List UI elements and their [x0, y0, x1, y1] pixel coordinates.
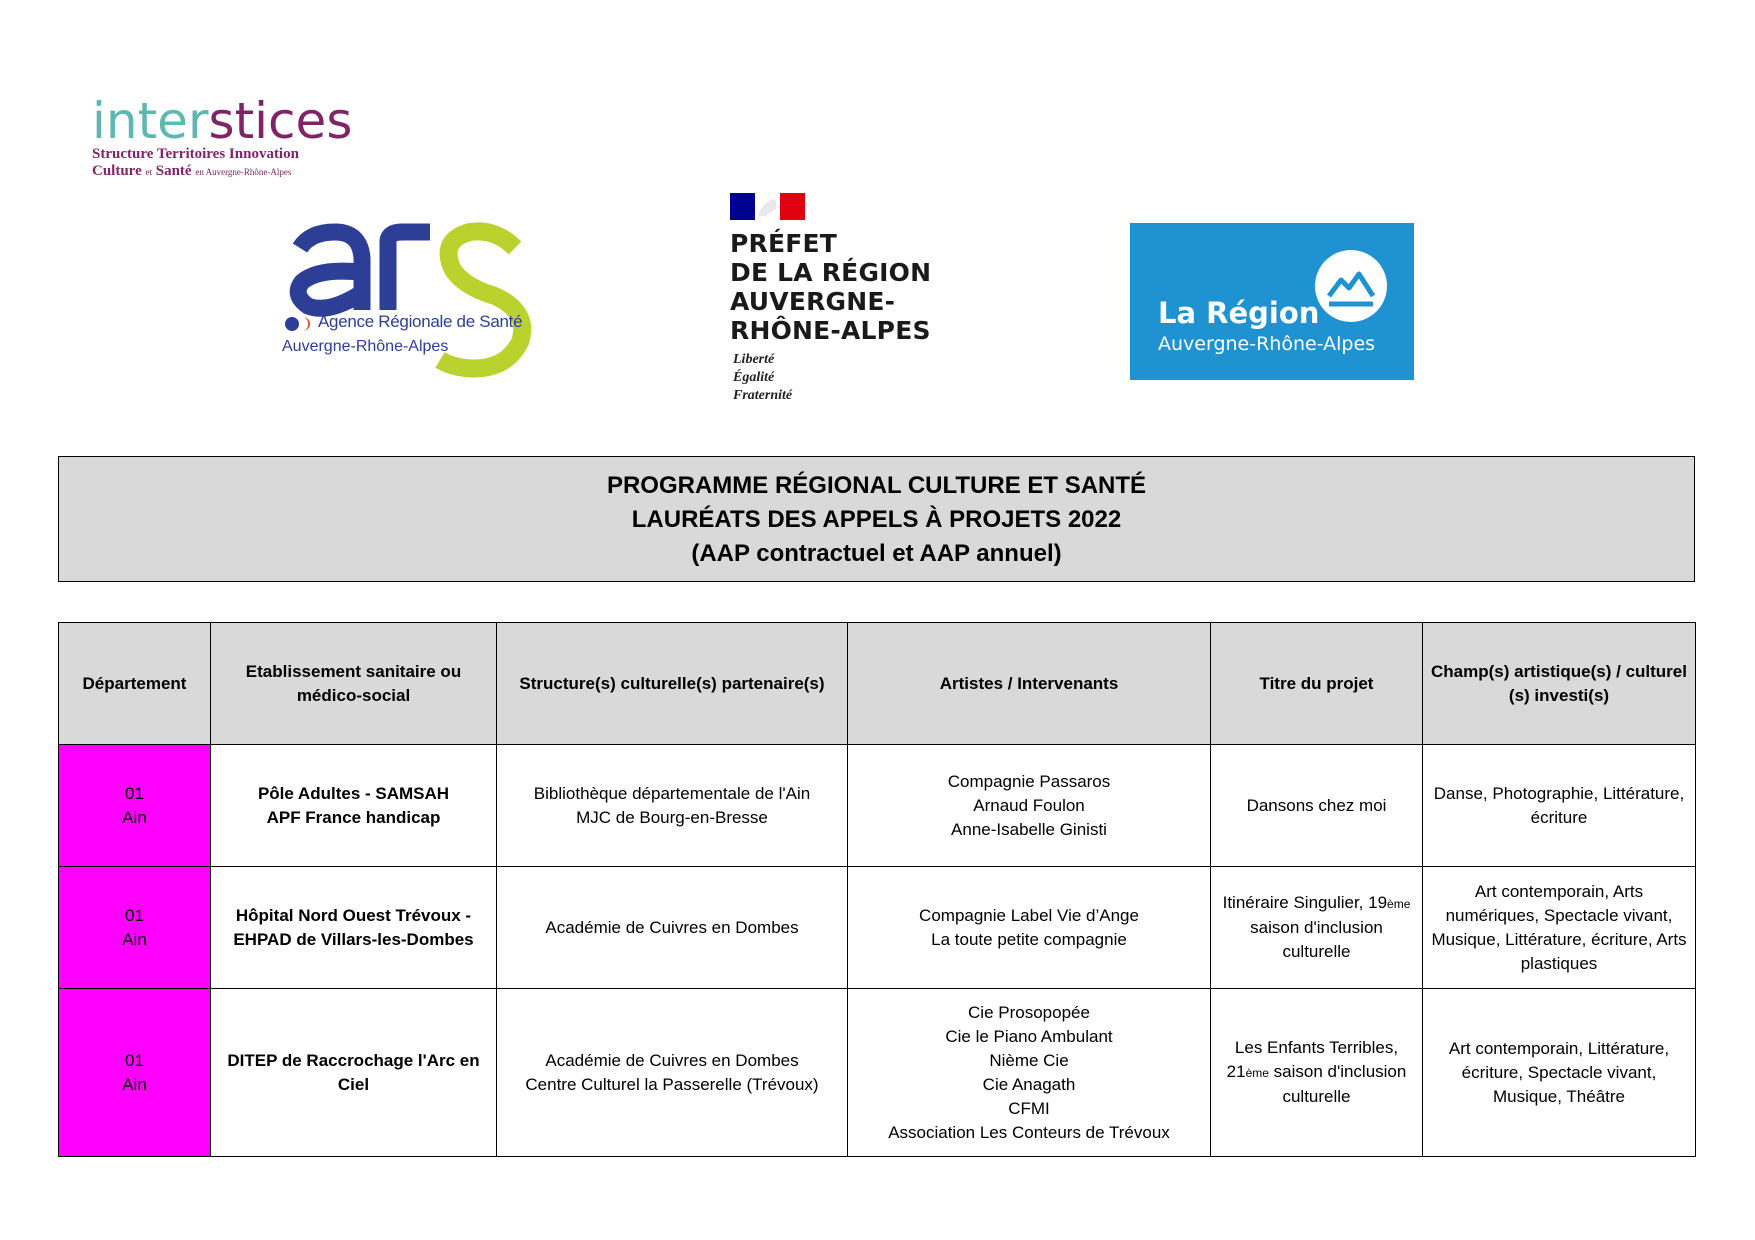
prefet-line-4: RHÔNE-ALPES	[730, 316, 931, 345]
artist-line: Compagnie Label Vie d’Ange	[919, 905, 1139, 925]
table-row	[59, 745, 1696, 867]
artist-line: Anne-Isabelle Ginisti	[951, 819, 1107, 839]
table-row	[59, 867, 1696, 989]
laureates-table	[58, 622, 1696, 1157]
table-header-row	[59, 623, 1696, 745]
cell-departement	[59, 745, 211, 867]
ars-mark-graphic	[280, 220, 550, 380]
interstices-wordmark	[92, 92, 353, 150]
marianne-flag-icon	[730, 193, 805, 220]
header-titre: Titre du projet	[1211, 623, 1423, 745]
ars-logo	[280, 220, 550, 380]
la-region-logo	[1130, 223, 1414, 380]
header-artistes: Artistes / Intervenants	[848, 623, 1211, 745]
table-row	[59, 989, 1696, 1157]
artist-line: CFMI	[1008, 1098, 1050, 1118]
artist-line: Compagnie Passaros	[947, 771, 1111, 791]
header-departement: Département	[59, 623, 211, 745]
prefet-motto	[733, 351, 792, 405]
cell-structures	[497, 745, 848, 867]
prefet-line-2: DE LA RÉGION	[730, 258, 932, 287]
interstices-tagline-2	[92, 163, 332, 181]
titre-ordinal: ème	[1245, 1066, 1269, 1080]
motto-fraternite: Fraternité	[733, 388, 793, 403]
artist-line: La toute petite compagnie	[931, 929, 1127, 949]
prefet-logo	[730, 193, 970, 408]
title-line-1: PROGRAMME RÉGIONAL CULTURE ET SANTÉ	[606, 472, 1147, 499]
cell-titre	[1211, 989, 1423, 1157]
artist-line: Arnaud Foulon	[973, 795, 1085, 815]
dep-name: Ain	[122, 929, 147, 949]
artist-line: Cie Prosopopée	[968, 1002, 1090, 1022]
titre-text-b: saison d'inclusion culturelle	[1250, 918, 1383, 961]
interstices-word-teal: inter	[92, 92, 209, 150]
cell-departement	[59, 867, 211, 989]
artist-line: Association Les Conteurs de Trévoux	[888, 1122, 1170, 1142]
dep-code: 01	[125, 1050, 144, 1070]
prefet-line-1: PRÉFET	[730, 229, 838, 258]
etab-line: DITEP de Raccrochage l'Arc en Ciel	[227, 1050, 480, 1094]
structure-line: Académie de Cuivres en Dombes	[545, 917, 799, 937]
cell-artistes	[848, 745, 1211, 867]
header-structures: Structure(s) culturelle(s) partenaire(s)	[497, 623, 848, 745]
dep-code: 01	[125, 905, 144, 925]
cell-departement	[59, 989, 211, 1157]
interstices-tagline-region: en Auvergne-Rhône-Alpes	[195, 167, 292, 177]
etab-line: EHPAD de Villars-les-Dombes	[233, 929, 474, 949]
motto-liberte: Liberté	[733, 352, 775, 367]
title-line-3: (AAP contractuel et AAP annuel)	[691, 540, 1062, 567]
cell-etablissement	[211, 745, 497, 867]
la-region-title: La Région	[1158, 296, 1320, 330]
etab-line: Hôpital Nord Ouest Trévoux -	[235, 905, 472, 925]
etab-line: APF France handicap	[266, 807, 441, 827]
cell-titre	[1211, 867, 1423, 989]
titre-text-b: saison d'inclusion culturelle	[1268, 1062, 1407, 1106]
titre-text-a: Les Enfants Terribles, 21	[1226, 1038, 1399, 1081]
interstices-tagline-sante: Santé	[155, 163, 192, 179]
cell-champs: Danse, Photographie, Littérature, écriture	[1423, 745, 1696, 867]
interstices-word-plum: stices	[208, 92, 353, 150]
structure-line: Académie de Cuivres en Dombes	[545, 1050, 799, 1070]
cell-champs: Art contemporain, Littérature, écriture, Spectacle vivant, Musique, Théâtre	[1423, 989, 1696, 1157]
artist-line: Cie Anagath	[982, 1074, 1076, 1094]
cell-etablissement	[211, 867, 497, 989]
header-etablissement: Etablissement sanitaire ou médico-social	[211, 623, 497, 745]
structure-line: Bibliothèque départementale de l'Ain	[533, 783, 811, 803]
prefet-title	[730, 229, 931, 345]
ars-agency-name: Agence Régionale de Santé	[318, 312, 523, 331]
dep-name: Ain	[122, 807, 147, 827]
cell-structures	[497, 989, 848, 1157]
prefet-line-3: AUVERGNE-	[730, 287, 896, 316]
titre-ordinal: ème	[1387, 897, 1411, 911]
la-region-subtitle: Auvergne-Rhône-Alpes	[1158, 333, 1376, 355]
header-champs: Champ(s) artistique(s) / culturel (s) investi(s)	[1423, 623, 1696, 745]
structure-line: Centre Culturel la Passerelle (Trévoux)	[525, 1074, 819, 1094]
cell-titre	[1211, 745, 1423, 867]
dep-name: Ain	[122, 1074, 147, 1094]
artist-line: Nième Cie	[989, 1050, 1069, 1070]
cell-structures	[497, 867, 848, 989]
motto-egalite: Égalité	[733, 370, 775, 385]
cell-etablissement	[211, 989, 497, 1157]
cell-champs: Art contemporain, Arts numériques, Spectacle vivant, Musique, Littérature, écriture, Arts plastiques	[1423, 867, 1696, 989]
structure-line: MJC de Bourg-en-Bresse	[576, 807, 768, 827]
mountain-icon	[1315, 250, 1387, 322]
titre-text-a: Itinéraire Singulier, 19	[1222, 893, 1388, 912]
etab-line: Pôle Adultes - SAMSAH	[257, 783, 450, 803]
interstices-tagline-1: Structure Territoires Innovation	[92, 146, 299, 162]
cell-artistes	[848, 989, 1211, 1157]
title-line-2: LAURÉATS DES APPELS À PROJETS 2022	[631, 506, 1122, 533]
document-title-box	[58, 456, 1695, 582]
interstices-logo	[92, 92, 353, 181]
interstices-tagline-et: et	[145, 167, 152, 177]
ars-dots-graphic	[285, 316, 315, 332]
ars-region-name: Auvergne-Rhône-Alpes	[282, 338, 449, 355]
artist-line: Cie le Piano Ambulant	[945, 1026, 1113, 1046]
titre-text: Dansons chez moi	[1246, 795, 1387, 815]
cell-artistes	[848, 867, 1211, 989]
dep-code: 01	[125, 783, 144, 803]
interstices-tagline-culture: Culture	[92, 163, 142, 179]
